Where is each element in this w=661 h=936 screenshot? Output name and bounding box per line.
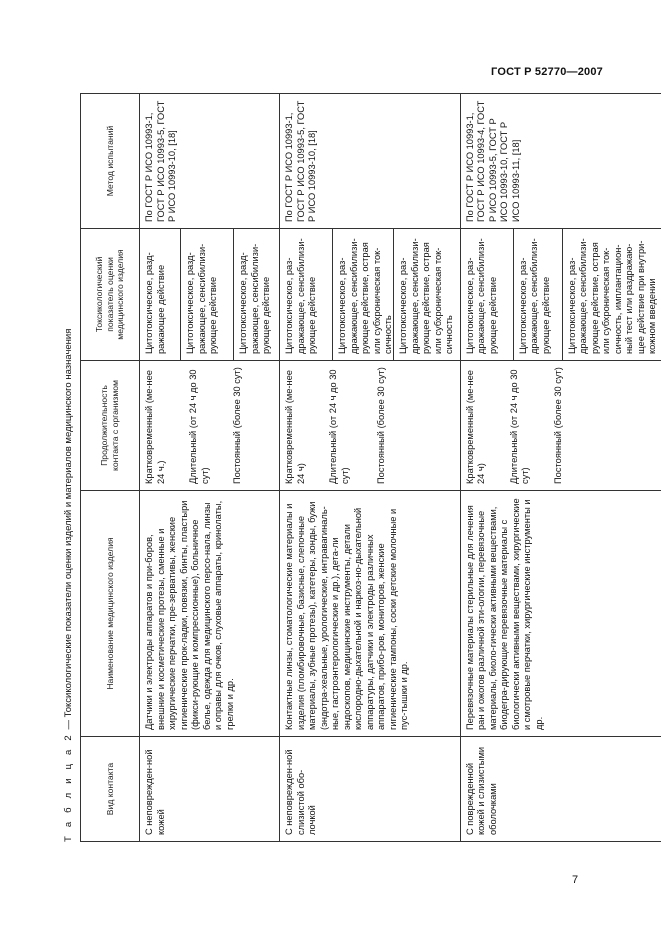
duration-permanent: Постоянный (более 30 сут) [552, 367, 563, 484]
cell-methods: По ГОСТ Р ИСО 10993-1, ГОСТ Р ИСО 10993-5, ГОСТ Р ИСО 10993-10, [18] [140, 94, 280, 229]
rotated-table-block [58, 94, 658, 842]
indicator-short: Цитотоксическое, раз-дражающее, сенсибилизи-рующее действие [284, 238, 318, 354]
indicator-permanent: Цитотоксическое, разд-ражающее, сенсибилизи-рующее действие [233, 229, 277, 360]
toxicology-table [80, 93, 661, 842]
col-header-method: Метод испытаний [81, 94, 140, 229]
col-header-contact: Вид контакта [81, 737, 140, 842]
duration-short: Кратковременный (ме-нее 24 ч) [464, 370, 487, 484]
cell-contact: С неповрежден-ной кожей [140, 737, 280, 842]
cell-items: Контактные линзы, стоматологические материалы и изделия (пломбировочные, базисные, слепочные материалы, зубные протезы), катетеры, зонды, бужи (эндотра-хеальные, урологические, интравагиналь-ные, гастроэнтерологические и др.), дета-ли эндоскопов, медицинские инструменты, детали кислородно-дыхательной и наркоз-но-дыхательной аппаратуры, датчики и электроды различных аппаратов, прибо-ров, мониторов, женские гигиенические тампоны, соски детские молочные и пус-тышки и др. [280, 491, 461, 737]
cell-indicators [460, 229, 661, 361]
duration-long: Длительный (от 24 ч до 30 сут) [188, 369, 210, 484]
duration-long: Длительный (от 24 ч до 30 сут) [328, 369, 350, 484]
cell-contact: С поврежденной кожей и слизистыми оболочками [460, 737, 661, 842]
cell-indicators [140, 229, 280, 361]
duration-permanent: Постоянный (более 30 сут) [376, 367, 386, 484]
table-row [280, 94, 461, 842]
indicator-short: Цитотоксическое, раз-дражающее, сенсибилизи-рующее действие [464, 238, 498, 354]
cell-durations [460, 361, 661, 491]
page-number: 7 [572, 874, 579, 886]
duration-short: Кратковременный (ме-нее 24 ч.) [144, 370, 166, 484]
indicator-permanent: Цитотоксическое, раз-дражающее, сенсибилизи-рующее действие, острая или субхроническая ток-сичность, имплантацион-ный тест или раздражаю-щее действие при внутри-кожном введении [562, 229, 661, 360]
col-header-duration: Продолжительность контакта с организмом [81, 361, 140, 491]
cell-methods: По ГОСТ Р ИСО 10993-1, ГОСТ Р ИСО 10993-5, ГОСТ Р ИСО 10993-10, [18] [280, 94, 461, 229]
indicator-permanent: Цитотоксическое, раз-дражающее, сенсибилизи-рующее действие, острая или субхроническая ток-сичность [393, 229, 460, 360]
cell-indicators [280, 229, 461, 361]
duration-permanent: Постоянный (более 30 сут) [232, 367, 242, 484]
col-header-item: Наименование медицинского изделия [81, 491, 140, 737]
indicator-short: Цитотоксическое, разд-ражающее действие [144, 252, 166, 354]
indicator-long: Цитотоксическое, раз-дражающее, сенсибилизи-рующее действие, острая или субхроническая ток-сичность [332, 229, 393, 360]
cell-items: Датчики и электроды аппаратов и при-боров, внешние и косметические протезы, сменные и хирургические перчатки, пре-зервативы, женские гигиенические прок-ладки, повязки, бинты, пластыри (фикси-рующие и компрессионные), больничное белье, одежда для медицинского персо-нала, линзы и оправы для очков, слуховые аппараты, кринолаты, грелки и др. [140, 491, 280, 737]
table-row [140, 94, 280, 842]
col-header-indicator: Токсикологический показатель оценки медицинского изделия [81, 229, 140, 361]
indicator-long: Цитотоксическое, разд-ражающее, сенсибилизи-рующее действие [180, 229, 233, 360]
duration-short: Кратковременный (ме-нее 24 ч) [284, 370, 306, 484]
cell-items: Перевязочные материалы стерильные для лечения ран и ожогов различной эти-ологии, перевязочные материалы, биоло-гически активными веществами, биодегра-дирующие перевязочные материалы с биологически активными веществами, хирургические и смотровые перчатки, хирургические инструменты и др. [460, 491, 661, 737]
table-caption-text: — Токсикологические показатели оценки изделий и материалов медицинского назначения [63, 328, 74, 733]
cell-durations [140, 361, 280, 491]
table-caption [58, 329, 80, 842]
table-row [460, 94, 661, 842]
table-caption-prefix: Т а б л и ц а 2 [63, 732, 74, 842]
table-header-row [81, 94, 140, 842]
cell-contact: С неповрежден-ной слизистой обо-лочкой [280, 737, 461, 842]
indicator-long: Цитотоксическое, раз-дражающее, сенсибилизи-рующее действие [513, 229, 562, 360]
cell-durations [280, 361, 461, 491]
standard-header: ГОСТ Р 52770—2007 [491, 66, 603, 78]
cell-methods: По ГОСТ Р ИСО 10993-1, ГОСТ Р ИСО 10993-4, ГОСТ Р ИСО 10993-5, ГОСТ Р ИСО 10993-10, ГОСТ Р ИСО 10993-11, [18] [460, 94, 661, 229]
duration-long: Длительный (от 24 ч до 30 сут) [508, 369, 531, 484]
